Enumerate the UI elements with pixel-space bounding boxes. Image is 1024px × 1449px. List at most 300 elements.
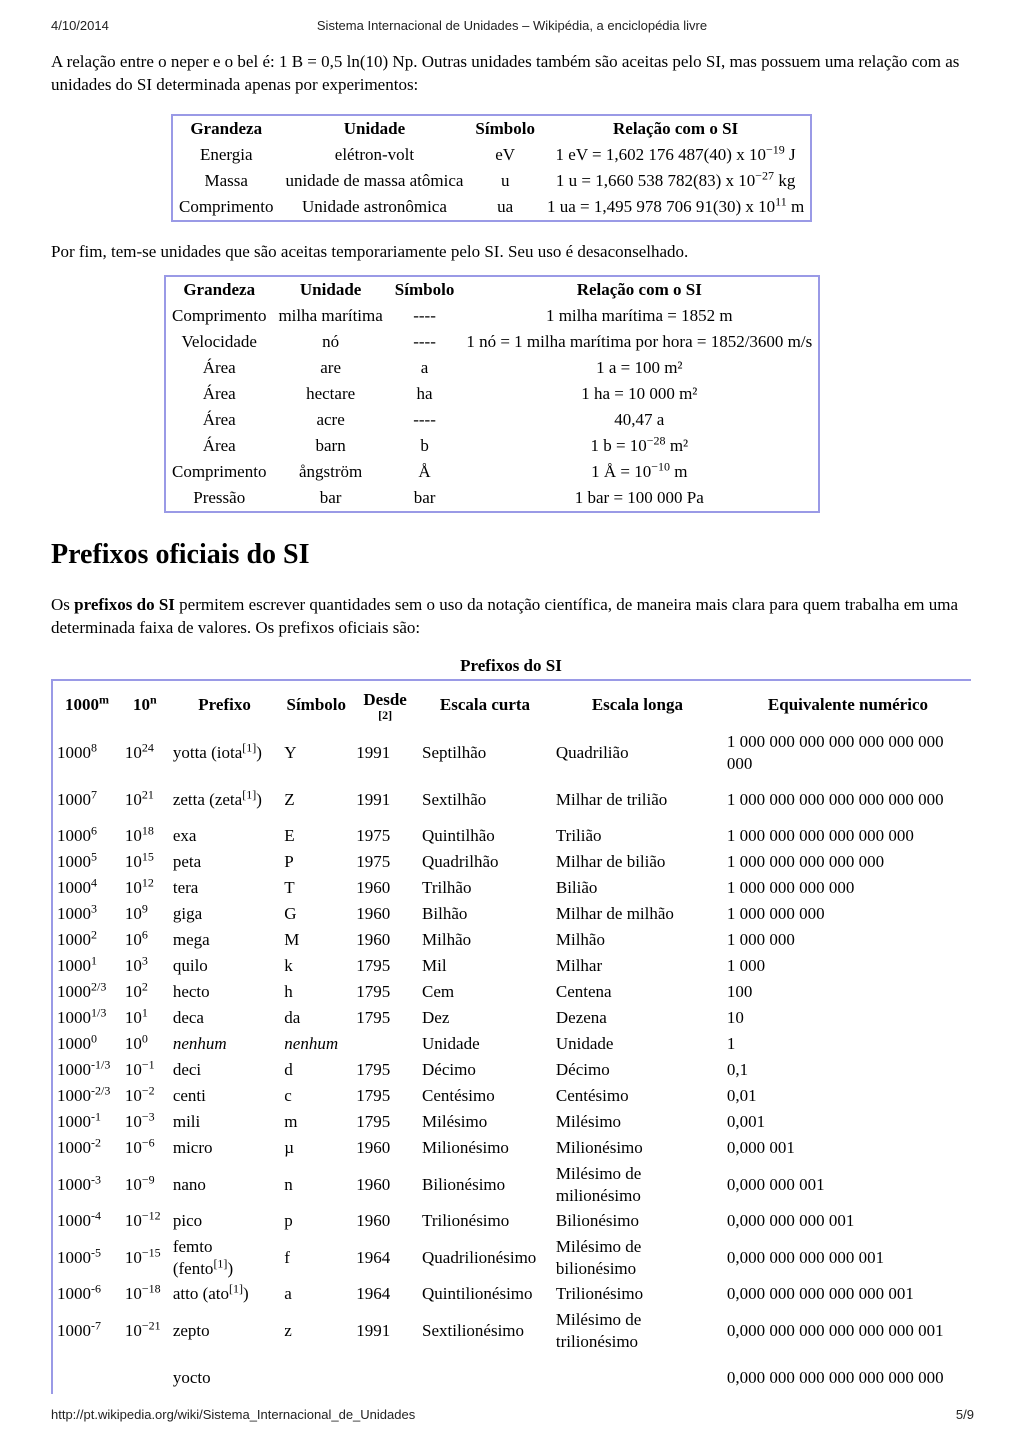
power-base: 10 (124, 742, 142, 762)
power-10-cell (121, 1135, 169, 1161)
accepted-units-table (171, 114, 812, 222)
power-base: 10 (124, 852, 142, 871)
prefixo-cell (169, 979, 280, 1005)
simbolo-cell: Å (418, 462, 431, 481)
power-10-cell (121, 953, 169, 979)
table-row (53, 1109, 971, 1135)
power-base: 10 (124, 1211, 142, 1230)
power-base: 1000 (57, 930, 91, 949)
power-base: 10 (124, 904, 142, 923)
prefixo-cell (169, 875, 280, 901)
equivalente-cell: 0,000 000 001 (726, 1174, 825, 1194)
equivalente-cell: 0,000 000 000 000 000 001 (726, 1284, 914, 1303)
relacao-text: 1 bar = 100 000 Pa (574, 488, 704, 507)
page-content (51, 50, 971, 1394)
escala-longa-cell: Dezena (555, 1008, 607, 1027)
simbolo-cell: h (284, 982, 293, 1001)
table-row (53, 1234, 971, 1281)
relacao-cell (460, 459, 818, 485)
reference-link[interactable]: [1] (242, 739, 257, 754)
table-row (53, 849, 971, 875)
equivalente-cell: 1 000 000 (726, 930, 795, 949)
power-base: 10 (124, 1284, 142, 1303)
power-1000-cell (53, 1135, 121, 1161)
section-heading: Prefixos oficiais do SI (51, 539, 310, 570)
power-base: 10 (124, 956, 142, 975)
power-10-cell (121, 875, 169, 901)
prefixo-text: exa (172, 826, 197, 845)
power-base: 1000 (57, 826, 91, 845)
prefixo-text: zepto (172, 1320, 210, 1340)
simbolo-cell: ---- (413, 306, 436, 325)
power-exponent: 1/3 (91, 1005, 107, 1020)
prefixo-cell (169, 953, 280, 979)
power-base: 10 (124, 930, 142, 949)
power-1000-cell (53, 849, 121, 875)
header-unidade: Unidade (299, 280, 362, 299)
table-row (173, 194, 810, 220)
desde-cell: 1795 (356, 1086, 391, 1105)
unidade-cell: unidade de massa atômica (285, 171, 464, 190)
prefixo-cell (169, 927, 280, 953)
escala-curta-cell: Quintilionésimo (422, 1284, 533, 1303)
power-exponent: 7 (91, 786, 97, 801)
power-10-cell (121, 1281, 169, 1307)
escala-longa-cell: Quadrilião (555, 742, 629, 762)
power-1000-cell (53, 901, 121, 927)
prefixo-text: yotta (iota (172, 742, 243, 762)
table-row (166, 459, 818, 485)
desde-cell: 1991 (356, 742, 391, 762)
escala-curta-cell: Dez (422, 1008, 450, 1027)
table-row (166, 303, 818, 329)
table-row (53, 875, 971, 901)
power-base: 10 (124, 1008, 142, 1027)
table-row (53, 927, 971, 953)
table-row (53, 953, 971, 979)
desde-cell: 1795 (356, 956, 391, 975)
prefix-paragraph-bold: prefixos do SI (74, 595, 175, 614)
equivalente-cell: 0,000 000 000 001 (726, 1211, 855, 1230)
simbolo-cell: n (284, 1174, 293, 1194)
table-row (173, 142, 810, 168)
simbolo-cell: a (420, 358, 429, 377)
desde-cell: 1960 (356, 904, 391, 923)
escala-curta-cell: Trilionésimo (422, 1211, 510, 1230)
grandeza-cell: Comprimento (172, 306, 267, 325)
power-exponent: 18 (141, 823, 154, 838)
table-header-row (166, 277, 818, 303)
simbolo-cell: da (284, 1008, 301, 1027)
header-10n: 10$^n$ (133, 692, 157, 714)
escala-longa-cell: Milionésimo (555, 1138, 643, 1157)
prefixo-text: mega (172, 930, 210, 949)
power-exponent: −18 (141, 1281, 161, 1296)
prefixo-text: nano (172, 1174, 206, 1194)
power-base: 10 (124, 789, 142, 809)
power-base: 1000 (57, 789, 91, 809)
equivalente-cell: 1 000 000 000 000 000 000 000 (726, 789, 944, 809)
escala-curta-cell: Cem (422, 982, 455, 1001)
power-exponent: 21 (141, 786, 154, 801)
power-1000-cell (53, 1354, 121, 1394)
grandeza-cell: Área (202, 358, 236, 377)
relacao-text: 40,47 a (614, 410, 665, 429)
relacao-text: 1 u = 1,660 538 782(83) x 10 (555, 171, 756, 190)
escala-curta-cell: Sextilhão (422, 789, 487, 809)
print-date: 4/10/2014 (51, 18, 109, 33)
header-escala-longa: Escala longa (591, 695, 683, 714)
power-exponent: 8 (91, 739, 97, 754)
prefixo-cell (169, 1057, 280, 1083)
escala-curta-cell: Centésimo (422, 1086, 495, 1105)
equivalente-cell: 0,000 001 (726, 1138, 795, 1157)
desde-cell: 1991 (356, 1320, 391, 1340)
power-base: 1000 (57, 852, 91, 871)
relacao-text: 1 milha marítima = 1852 m (545, 306, 733, 325)
header-unidade: Unidade (343, 119, 406, 138)
prefixo-cell (169, 1281, 280, 1307)
prefixo-cell (169, 1005, 280, 1031)
equivalente-cell: 0,000 000 000 000 000 000 001 (726, 1320, 944, 1340)
power-base: 1000 (57, 1211, 91, 1230)
prefixo-text: hecto (172, 982, 210, 1001)
simbolo-cell: G (284, 904, 297, 923)
power-exponent: 4 (91, 875, 97, 890)
power-base: 1000 (57, 1138, 91, 1157)
escala-curta-cell: Sextilionésimo (422, 1320, 525, 1340)
power-1000-cell (53, 1031, 121, 1057)
table-row (53, 901, 971, 927)
prefixo-cell (169, 1307, 280, 1354)
prefixo-text: centi (172, 1086, 206, 1105)
power-exponent: -5 (91, 1244, 101, 1259)
escala-curta-cell: Milhão (422, 930, 472, 949)
page-number: 5/9 (955, 1407, 974, 1422)
power-10-cell (121, 1234, 169, 1281)
equivalente-cell: 1 000 000 000 000 000 000 000 000 (726, 731, 944, 773)
simbolo-cell: nenhum (284, 1034, 339, 1053)
unidade-cell: hectare (306, 384, 356, 403)
relacao-exponent: −19 (765, 142, 785, 157)
equivalente-cell: 0,01 (726, 1086, 757, 1105)
power-1000-cell (53, 927, 121, 953)
print-header (0, 18, 1024, 38)
prefixo-close: ) (256, 742, 262, 762)
header-simbolo: Símbolo (475, 119, 535, 138)
relacao-text: 1 ha = 10 000 m² (581, 384, 698, 403)
table-row (53, 1161, 971, 1208)
escala-longa-cell: Bilionésimo (555, 1211, 639, 1230)
relacao-exponent: −27 (755, 168, 775, 183)
escala-curta-cell: Quadrilionésimo (422, 1247, 537, 1267)
power-1000-cell (53, 776, 121, 823)
power-base: 10 (124, 1060, 142, 1079)
prefixo-cell (169, 823, 280, 849)
desde-cell: 1795 (356, 1008, 391, 1027)
print-title: Sistema Internacional de Unidades – Wikipédia, a enciclopédia livre (316, 18, 708, 33)
power-10-cell (121, 849, 169, 875)
unidade-cell: acre (316, 410, 345, 429)
simbolo-cell: u (500, 171, 510, 190)
power-base: 1000 (57, 1284, 91, 1303)
prefix-paragraph (51, 593, 971, 639)
escala-longa-cell: Unidade (555, 1034, 614, 1053)
power-base: 1000 (57, 1320, 91, 1340)
simbolo-cell: p (284, 1211, 293, 1230)
power-1000-cell (53, 823, 121, 849)
unidade-cell: ångström (298, 462, 363, 481)
header-simbolo: Símbolo (394, 280, 455, 299)
power-1000-cell (53, 1281, 121, 1307)
power-1000-cell (53, 1109, 121, 1135)
escala-curta-cell: Bilhão (422, 904, 468, 923)
power-exponent: −6 (141, 1135, 155, 1150)
grandeza-cell: Comprimento (172, 462, 267, 481)
escala-longa-cell: Milhão (555, 930, 605, 949)
power-exponent: 6 (141, 927, 148, 942)
unidade-cell: are (320, 358, 341, 377)
relacao-cell (541, 168, 810, 194)
relacao-exponent: 11 (775, 194, 787, 209)
table-header-row (53, 681, 971, 729)
power-base: 1000 (57, 1174, 91, 1194)
header-desde: Desde [2] (352, 681, 418, 729)
escala-longa-cell: Milhar (555, 956, 603, 975)
reference-link[interactable]: [2] (378, 708, 393, 722)
equivalente-cell: 100 (726, 982, 753, 1001)
simbolo-cell: ---- (413, 410, 436, 429)
power-1000-cell (53, 979, 121, 1005)
desde-cell: 1795 (356, 982, 391, 1001)
power-1000-cell (53, 1083, 121, 1109)
prefixo-cell (169, 1135, 280, 1161)
header-1000m: 1000$^m$ (64, 692, 109, 714)
relacao-exponent: −10 (651, 459, 670, 474)
relacao-cell (460, 407, 818, 433)
reference-link[interactable]: [1] (213, 1255, 228, 1270)
power-base: 10 (124, 1112, 142, 1131)
prefixo-cell (169, 1234, 280, 1281)
relacao-text: 1 b = 10 (590, 436, 647, 455)
header-simbolo: Símbolo (286, 695, 347, 714)
power-exponent: -2/3 (91, 1083, 111, 1098)
simbolo-cell: f (284, 1247, 290, 1267)
power-exponent: -1/3 (91, 1057, 111, 1072)
simbolo-cell: M (284, 930, 300, 949)
power-exponent: -1 (91, 1109, 101, 1124)
power-10-cell (121, 979, 169, 1005)
power-1000-cell (53, 953, 121, 979)
power-exponent: 6 (91, 823, 97, 838)
power-10-cell (121, 1109, 169, 1135)
relacao-cell (460, 303, 818, 329)
power-base: 1000 (57, 1034, 91, 1053)
relacao-cell (460, 355, 818, 381)
power-exponent: -7 (91, 1317, 101, 1332)
relacao-text: 1 ua = 1,495 978 706 91(30) x 10 (546, 197, 776, 216)
power-exponent: 24 (141, 739, 154, 754)
power-exponent: 1 (91, 953, 97, 968)
table-row (53, 1083, 971, 1109)
page-url: http://pt.wikipedia.org/wiki/Sistema_Internacional_de_Unidades (51, 1407, 416, 1422)
power-10-cell (121, 901, 169, 927)
power-exponent: −1 (141, 1057, 155, 1072)
unidade-cell: nó (322, 332, 340, 351)
table-row (53, 1057, 971, 1083)
prefixo-text: tera (172, 878, 199, 897)
power-base: 10 (124, 1247, 142, 1267)
escala-curta-cell: Trilhão (422, 878, 472, 897)
escala-longa-cell: Trilionésimo (555, 1284, 644, 1303)
temporary-units-paragraph: Por fim, tem-se unidades que são aceitas temporariamente pelo SI. Seu uso é desaconselhado. (51, 242, 689, 261)
power-base: 10 (124, 1174, 142, 1194)
simbolo-cell: ---- (413, 332, 436, 351)
prefixo-text: micro (172, 1138, 213, 1157)
escala-curta-cell: Quintilhão (422, 826, 495, 845)
power-exponent: 0 (141, 1031, 148, 1046)
reference-link[interactable]: [1] (242, 786, 257, 801)
power-base: 10 (124, 1138, 142, 1157)
simbolo-cell: c (284, 1086, 292, 1105)
simbolo-cell: Y (284, 742, 297, 762)
power-1000-cell (53, 1005, 121, 1031)
header-escala-curta: Escala curta (439, 695, 531, 714)
prefixo-text: zetta (zeta (172, 789, 243, 809)
table-row (53, 729, 971, 776)
simbolo-cell: eV (495, 145, 516, 164)
table-row (166, 329, 818, 355)
table-row (166, 355, 818, 381)
power-exponent: 3 (91, 901, 97, 916)
power-exponent: 2/3 (91, 979, 107, 994)
table-row (53, 1354, 971, 1394)
desde-cell: 1960 (356, 878, 391, 897)
escala-longa-cell: Trilião (555, 826, 602, 845)
power-base: 10 (124, 1034, 142, 1053)
power-10-cell (121, 1307, 169, 1354)
table-row (53, 1135, 971, 1161)
simbolo-cell: T (284, 878, 295, 897)
simbolo-cell: z (284, 1320, 292, 1340)
power-10-cell (121, 1161, 169, 1208)
simbolo-cell: b (420, 436, 429, 455)
power-exponent: 5 (91, 849, 97, 864)
table-caption: Prefixos do SI (460, 656, 562, 675)
temporary-units-table (164, 275, 820, 513)
print-footer (0, 1407, 1024, 1427)
power-1000-cell (53, 1234, 121, 1281)
intro-paragraph: A relação entre o neper e o bel é: 1 B = 0,5 ln(10) Np. Outras unidades também são aceitas pelo SI, mas possuem uma relação com as unidades do SI determinada apenas por experimentos: (51, 52, 960, 94)
header-equivalente: Equivalente numérico (767, 695, 928, 714)
table-row (53, 823, 971, 849)
relacao-text: 1 a = 100 m² (596, 358, 683, 377)
prefixo-close: ) (227, 1258, 234, 1278)
prefixo-text: nenhum (172, 1034, 227, 1053)
escala-curta-cell: Unidade (422, 1034, 480, 1053)
equivalente-cell: 10 (726, 1008, 744, 1027)
relacao-text: 1 nó = 1 milha marítima por hora = 1852/3600 m/s (466, 332, 813, 351)
desde-cell: 1991 (356, 789, 391, 809)
simbolo-cell: Z (284, 789, 295, 809)
grandeza-cell: Área (202, 384, 236, 403)
escala-curta-cell: Décimo (422, 1060, 476, 1079)
desde-cell: 1795 (356, 1112, 391, 1131)
simbolo-cell: ha (416, 384, 433, 403)
power-10-cell (121, 1057, 169, 1083)
desde-cell (352, 1354, 418, 1394)
table-row (53, 1208, 971, 1234)
simbolo-cell: P (284, 852, 294, 871)
prefixo-text: pico (172, 1211, 203, 1230)
simbolo-cell: ua (497, 197, 514, 216)
equivalente-cell: 1 000 000 000 000 (726, 878, 855, 897)
desde-cell (352, 1031, 418, 1057)
prefixo-close: ) (243, 1284, 249, 1303)
power-1000-cell (53, 1161, 121, 1208)
prefixo-text: mili (172, 1112, 201, 1131)
prefixo-cell (169, 1031, 280, 1057)
power-exponent: 2 (141, 979, 148, 994)
prefixo-text: deci (172, 1060, 202, 1079)
header-grandeza: Grandeza (190, 119, 263, 138)
power-base: 1000 (57, 742, 91, 762)
prefixo-cell (169, 901, 280, 927)
power-base: 1000 (57, 1008, 91, 1027)
relacao-cell (460, 485, 818, 511)
prefixo-text: quilo (172, 956, 208, 975)
relacao-text: 1 eV = 1,602 176 487(40) x 10 (555, 145, 766, 164)
equivalente-cell: 0,000 000 000 000 001 (726, 1247, 885, 1267)
power-exponent: 0 (91, 1031, 97, 1046)
si-prefixes-table (51, 679, 971, 1394)
desde-cell: 1975 (356, 826, 391, 845)
grandeza-cell: Comprimento (179, 197, 274, 216)
prefixo-text: deca (172, 1008, 204, 1027)
desde-cell: 1795 (356, 1060, 391, 1079)
header-prefixo: Prefixo (198, 695, 251, 714)
simbolo-cell: k (284, 956, 293, 975)
escala-longa-cell (552, 1354, 723, 1394)
prefix-paragraph-pre: Os (51, 595, 75, 614)
header-relacao: Relação com o SI (613, 119, 739, 138)
power-1000-cell (53, 1307, 121, 1354)
escala-curta-cell: Septilhão (422, 742, 487, 762)
escala-longa-cell: Milhar de milhão (555, 904, 674, 923)
escala-longa-cell: Décimo (555, 1060, 610, 1079)
power-1000-cell (53, 729, 121, 776)
power-base: 1000 (57, 878, 91, 897)
reference-link[interactable]: [1] (229, 1281, 244, 1296)
power-base: 10 (124, 1320, 142, 1340)
desde-cell: 1975 (356, 852, 391, 871)
relacao-cell (460, 329, 818, 355)
power-10-cell (121, 1005, 169, 1031)
prefix-paragraph-post: permitem escrever quantidades sem o uso da notação científica, de maneira mais clara para quem trabalha em uma determinada faixa de valores. Os prefixos oficiais são: (51, 595, 958, 637)
relacao-unit: m² (665, 436, 689, 455)
power-10-cell (121, 776, 169, 823)
simbolo-cell: a (284, 1284, 292, 1303)
power-exponent: -2 (91, 1135, 101, 1150)
power-exponent: −21 (141, 1317, 161, 1332)
unidade-cell: barn (315, 436, 346, 455)
escala-longa-cell: Centésimo (555, 1086, 629, 1105)
power-10-cell (121, 1208, 169, 1234)
power-base: 1000 (57, 1060, 91, 1079)
escala-curta-cell: Milésimo (422, 1112, 488, 1131)
power-exponent: 15 (141, 849, 154, 864)
unidade-cell: bar (319, 488, 342, 507)
